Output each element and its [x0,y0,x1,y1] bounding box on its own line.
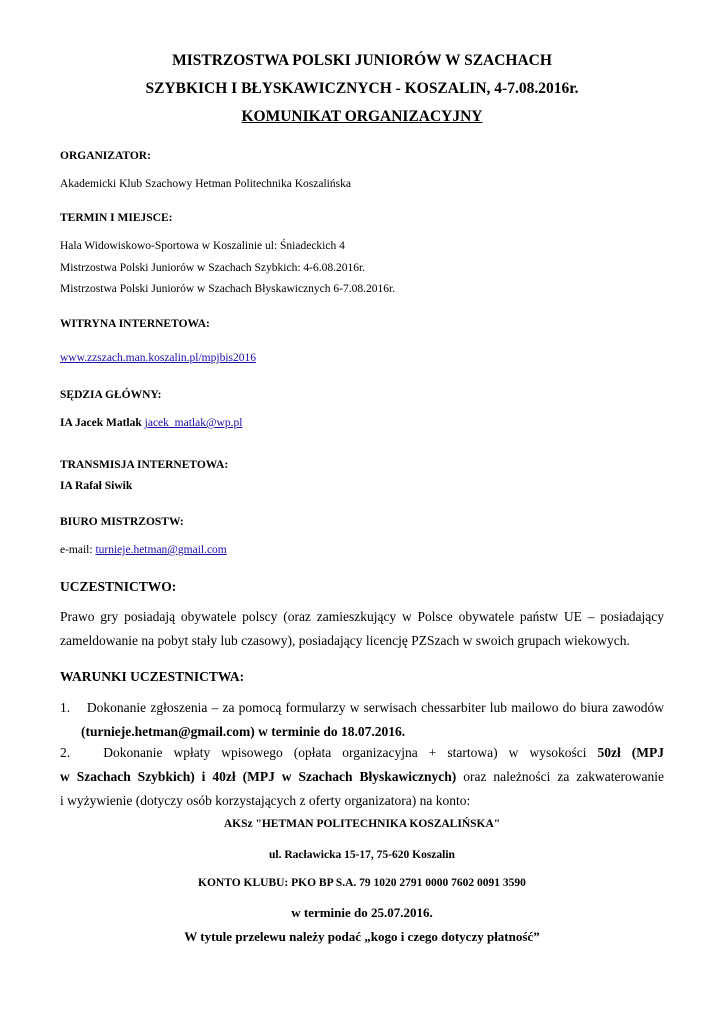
judge-line [60,417,242,429]
judge-email-link[interactable]: jacek_matlak@wp.pl [144,417,243,429]
title-line-2: SZYBKICH I BŁYSKAWICZNYCH - KOSZALIN, 4-7.08.2016r. [145,80,579,97]
condition-2-number: 2. [60,745,71,760]
account-deadline: w terminie do 25.07.2016. [291,905,433,920]
website-link[interactable]: www.zzszach.man.koszalin.pl/mpjbis2016 [60,352,256,364]
condition-2-line-2 [60,765,664,789]
participation-line-1: Prawo gry posiadają obywatele polscy (oraz zamieszkujący w Polsce obywatele państw UE – posiadający [60,609,664,624]
venue-line: Hala Widowiskowo-Sportowa w Koszalinie ul: Śniadeckich 4 [60,240,345,252]
condition-2-text-b: oraz należności za zakwaterowanie [463,769,664,784]
conditions-heading: WARUNKI UCZESTNICTWA: [60,669,245,684]
condition-item-1 [60,696,664,744]
condition-2-bold-a: 50zł (MPJ [597,745,665,760]
judge-name: IA Jacek Matlak [60,417,142,429]
office-heading: BIURO MISTRZOSTW: [60,516,184,528]
condition-2-line-1 [60,741,664,765]
participation-paragraph [60,605,664,653]
office-line [60,544,227,556]
condition-1-line-1 [60,696,664,720]
office-email-label: e-mail: [60,544,93,556]
venue-line: Mistrzostwa Polski Juniorów w Szachach Szybkich: 4-6.08.2016r. [60,262,366,274]
condition-2-line-3: i wyżywienie (dotyczy osób korzystających z oferty organizatora) na konto: [60,793,471,808]
condition-1-bold: (turnieje.hetman@gmail.com) w terminie do 18.07.2016. [81,724,406,739]
organizer-heading: ORGANIZATOR: [60,150,151,162]
venue-heading: TERMIN I MIEJSCE: [60,212,173,224]
broadcast-name: IA Rafał Siwik [60,480,133,492]
organizer-text: Akademicki Klub Szachowy Hetman Politechnika Koszalińska [60,178,351,190]
condition-2-bold-b: w Szachach Szybkich) i 40zł (MPJ w Szachach Błyskawicznych) [60,769,457,784]
title-line-3: KOMUNIKAT ORGANIZACYJNY [241,108,483,125]
account-name: AKSz "HETMAN POLITECHNIKA KOSZALIŃSKA" [223,818,501,830]
broadcast-heading: TRANSMISJA INTERNETOWA: [60,459,229,471]
condition-2-text-a: Dokonanie wpłaty wpisowego (opłata organizacyjna + startowa) w wysokości [103,745,587,760]
venue-line: Mistrzostwa Polski Juniorów w Szachach Błyskawicznych 6-7.08.2016r. [60,283,396,295]
condition-item-2 [60,741,664,813]
condition-1-text: Dokonanie zgłoszenia – za pomocą formularzy w serwisach chessarbiter lub mailowo do biura zawodów [86,700,664,715]
transfer-note: W tytule przelewu należy podać „kogo i czego dotyczy płatność” [184,929,540,944]
office-email-link[interactable]: turnieje.hetman@gmail.com [95,544,227,556]
condition-1-number: 1. [60,700,71,715]
judge-heading: SĘDZIA GŁÓWNY: [60,389,162,401]
title-line-1: MISTRZOSTWA POLSKI JUNIORÓW W SZACHACH [172,52,552,69]
account-address: ul. Racławicka 15-17, 75-620 Koszalin [269,849,455,861]
website-heading: WITRYNA INTERNETOWA: [60,318,210,330]
participation-heading: UCZESTNICTWO: [60,579,177,594]
participation-line-2: zameldowanie na pobyt stały lub czasowy), posiadający licencję PZSzach w swoich grupach wiekowych. [60,633,630,648]
account-number: KONTO KLUBU: PKO BP S.A. 79 1020 2791 0000 7602 0091 3590 [198,877,526,889]
